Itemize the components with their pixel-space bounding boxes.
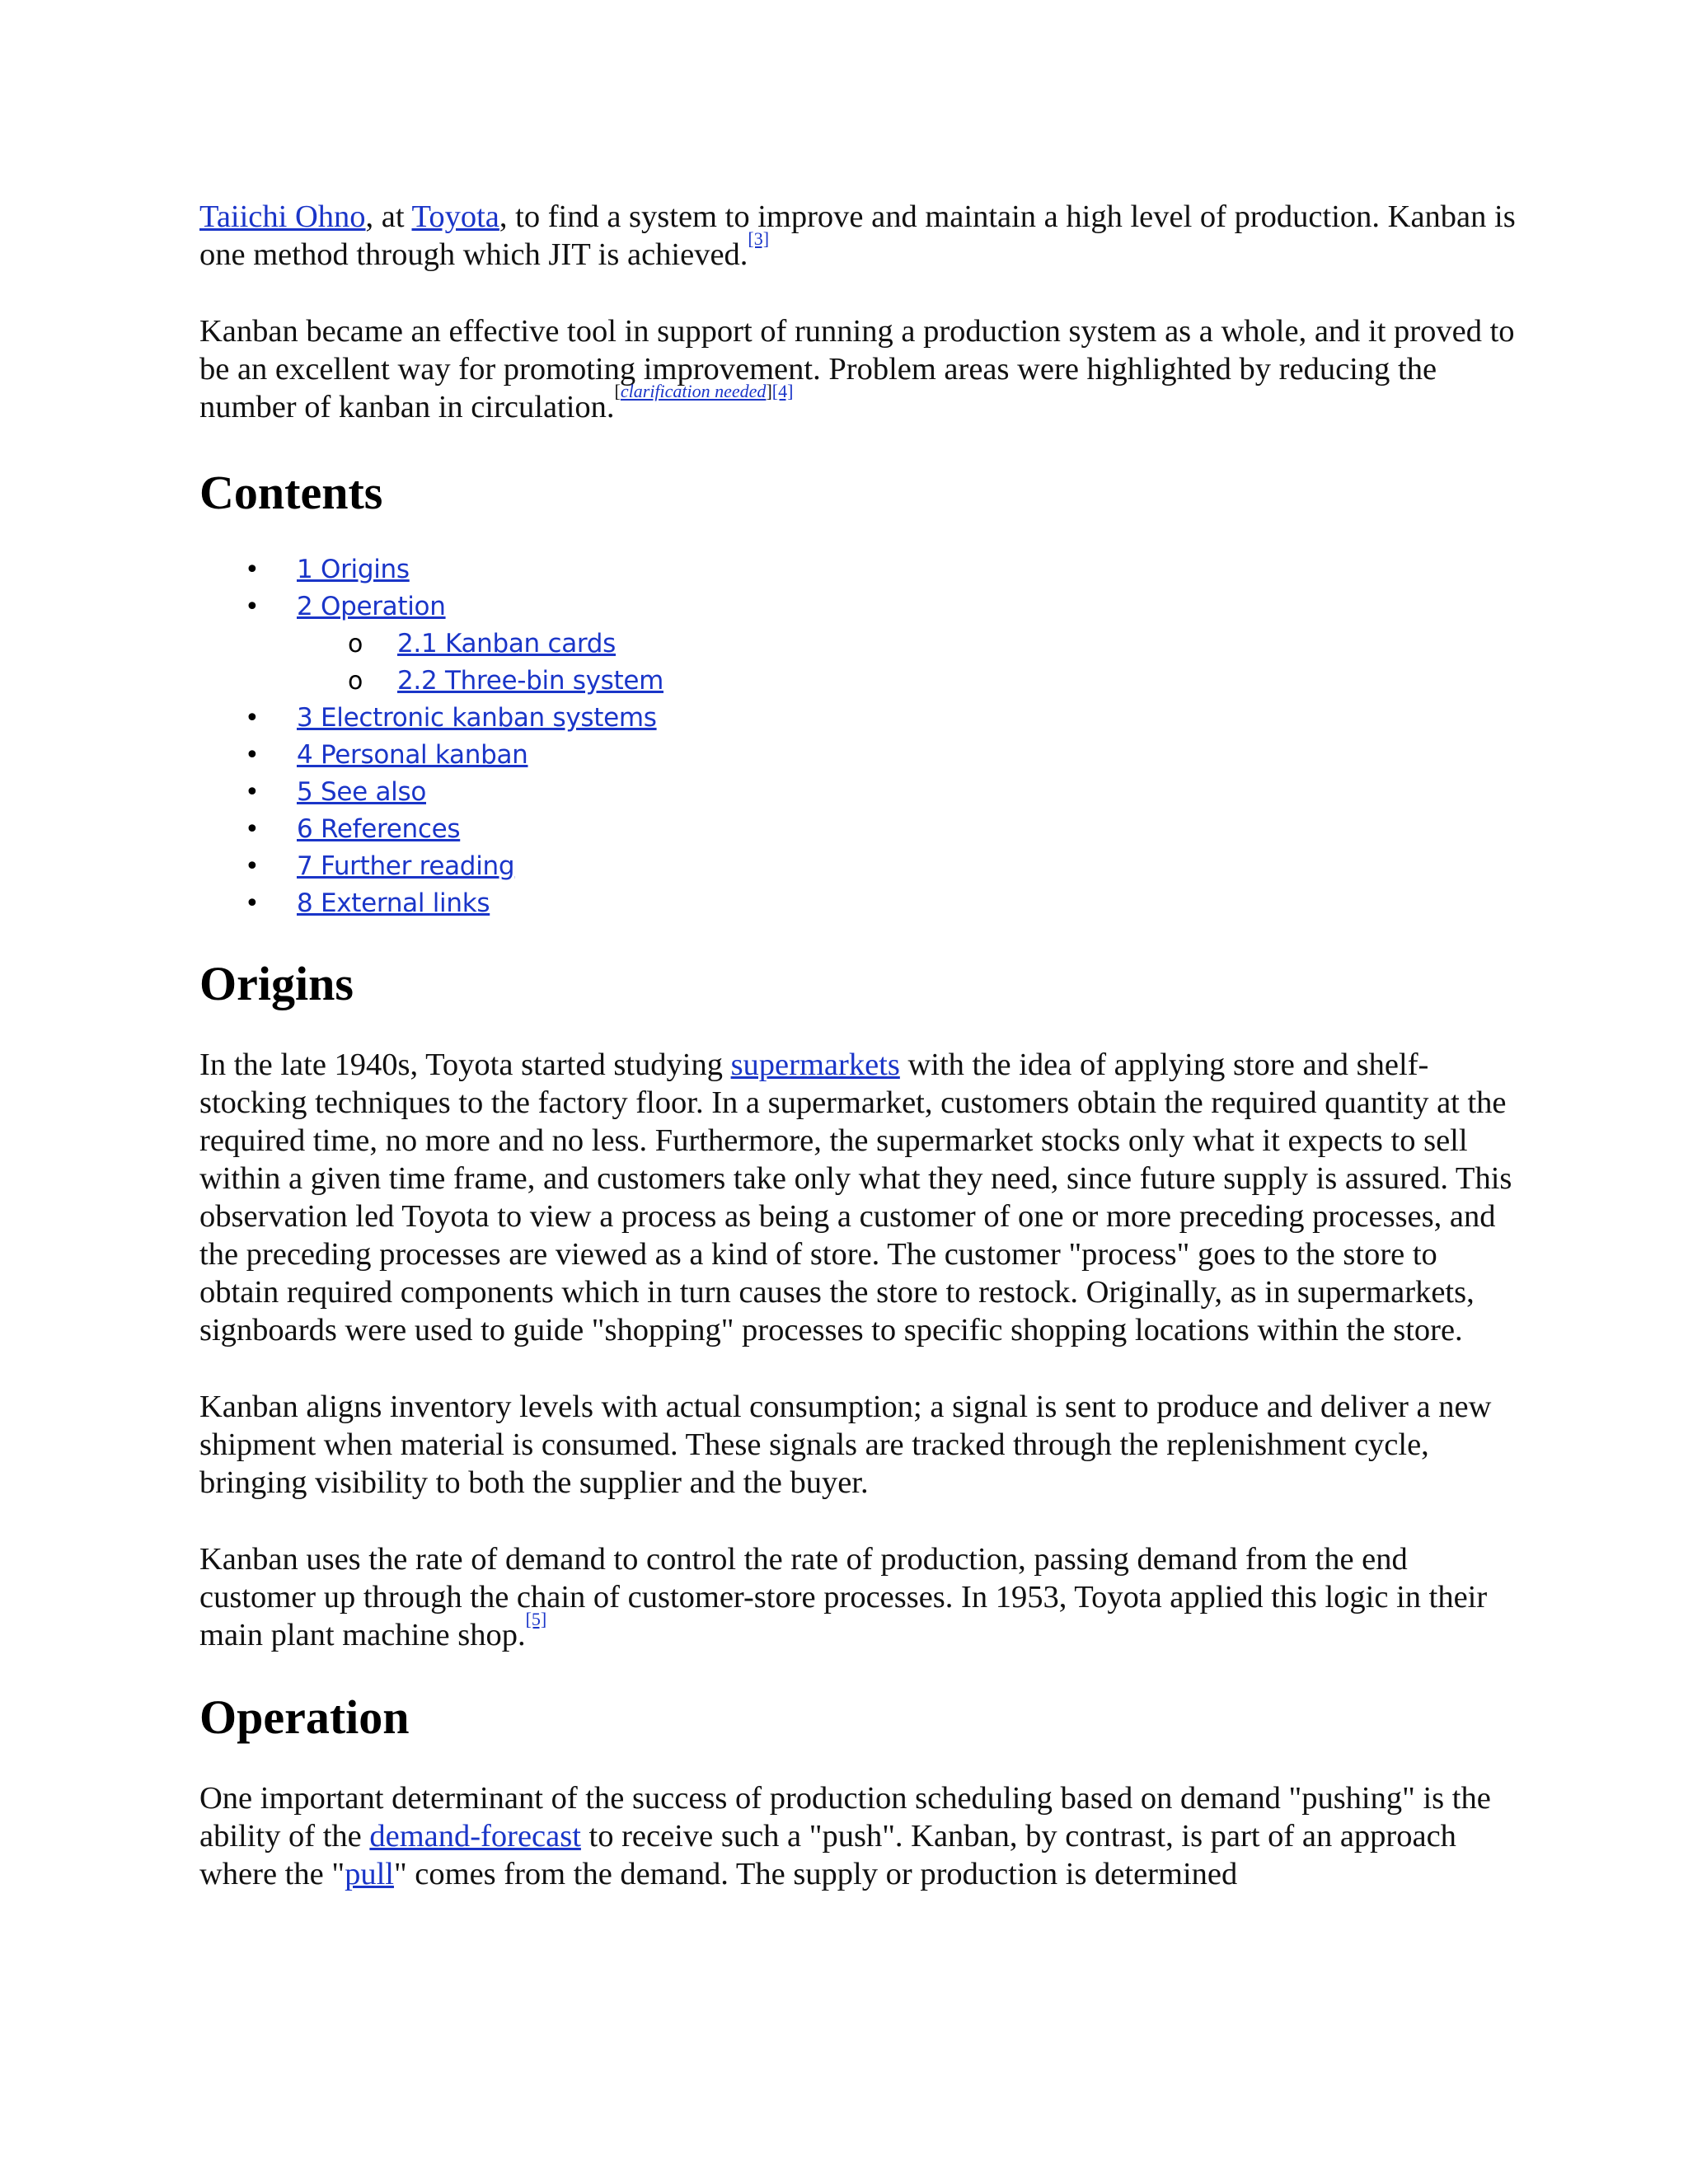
operation-p1-b: to receive such a "push". Kanban, by contrast, is part of an approach where the " [199, 1819, 1456, 1891]
operation-paragraph-1 [199, 1779, 1518, 1893]
citation-link-4[interactable]: [4] [771, 381, 794, 401]
toc-item-kanban-cards [199, 626, 1518, 663]
toc-item-references [199, 811, 1518, 848]
toc-link-operation[interactable]: 2 Operation [297, 592, 446, 621]
link-pull[interactable]: pull [345, 1857, 394, 1891]
intro-paragraph-1 [199, 198, 1518, 274]
toc-item-origins [199, 551, 1518, 588]
bullet-icon: • [245, 741, 260, 770]
circle-bullet-icon: o [348, 667, 363, 696]
link-demand-forecast[interactable]: demand-forecast [369, 1819, 581, 1854]
operation-heading: Operation [199, 1690, 410, 1744]
toc-item-further-reading [199, 848, 1518, 885]
origins-paragraph-1 [199, 1046, 1518, 1349]
intro-paragraph-2 [199, 312, 1518, 426]
toc-link-kanban-cards[interactable]: 2.1 Kanban cards [397, 629, 617, 658]
bullet-icon: • [245, 852, 260, 881]
table-of-contents [199, 551, 1518, 922]
text-at: , at [365, 199, 412, 234]
bullet-icon: • [245, 555, 260, 584]
citation-clarification [615, 381, 794, 401]
toc-item-three-bin-system [199, 663, 1518, 700]
clarification-needed-link[interactable] [621, 381, 767, 401]
citation-link-5[interactable]: [5] [525, 1609, 547, 1629]
toc-link-further-reading[interactable]: 7 Further reading [297, 851, 515, 881]
operation-p1-c: " comes from the demand. The supply or production is determined [393, 1857, 1238, 1891]
origins-p1-before: In the late 1940s, Toyota started studying [199, 1047, 731, 1082]
origins-paragraph-2: Kanban aligns inventory levels with actual consumption; a signal is sent to produce and deliver a new shipment when material is consumed. These signals are tracked through the replenishment cycle, bringing visibility to both the supplier and the buyer. [199, 1390, 1492, 1500]
document-page [199, 198, 1518, 1893]
bullet-icon: • [245, 704, 260, 733]
toc-link-personal-kanban[interactable]: 4 Personal kanban [297, 740, 528, 770]
toc-item-see-also [199, 774, 1518, 811]
intro-text: , to find a system to improve and maintain a high level of production. Kanban is one method through which JIT is achieved. [199, 199, 1516, 272]
bullet-icon: • [245, 815, 260, 844]
origins-p1-after: with the idea of applying store and shelf-stocking techniques to the factory floor. In a supermarket, customers obtain the required quantity at the required time, no more and no less. Furthermore, the supermarket stocks only what it expects to sell within a given time frame, and customers take only what they need, since future supply is assured. This observation led Toyota to view a process as being a customer of one or more preceding processes, and the preceding processes are viewed as a kind of store. The customer "process" goes to the store to obtain required components which in turn causes the store to restock. Originally, as in supermarkets, signboards were used to guide "shopping" processes to specific shopping locations within the store. [199, 1047, 1512, 1347]
contents-heading: Contents [199, 466, 383, 519]
origins-p3-text: Kanban uses the rate of demand to control the rate of production, passing demand from the end customer up through the chain of customer-store processes. In 1953, Toyota applied this logic in their main plant machine shop. [199, 1542, 1488, 1652]
toc-link-external-links[interactable]: 8 External links [297, 888, 490, 918]
toc-link-see-also[interactable]: 5 See also [297, 777, 426, 807]
toc-link-origins[interactable]: 1 Origins [297, 555, 410, 584]
link-supermarkets[interactable]: supermarkets [730, 1047, 900, 1082]
toc-link-three-bin-system[interactable]: 2.2 Three-bin system [397, 666, 663, 696]
clarification-needed-text: clarification needed [620, 381, 767, 401]
bullet-icon: • [245, 593, 260, 621]
origins-heading: Origins [199, 957, 354, 1010]
toc-link-electronic-kanban[interactable]: 3 Electronic kanban systems [297, 703, 657, 733]
citation-3 [748, 228, 769, 249]
circle-bullet-icon: o [348, 630, 363, 658]
operation-p1-a: One important determinant of the success of production scheduling based on demand "pushing" is the ability of the [199, 1781, 1491, 1854]
origins-paragraph-3 [199, 1540, 1518, 1654]
ref-close-bracket: ] [766, 381, 772, 401]
toc-item-operation [199, 588, 1518, 626]
bullet-icon: • [245, 889, 260, 918]
toc-item-electronic-kanban [199, 700, 1518, 737]
intro-paragraph-2-text: Kanban became an effective tool in support of running a production system as a whole, and it proved to be an excellent way for promoting improvement. Problem areas were highlighted by reducing the number of kanban in circulation. [199, 314, 1515, 424]
toc-item-external-links [199, 885, 1518, 922]
bullet-icon: • [245, 778, 260, 807]
ref-open-bracket: [ [614, 381, 621, 401]
toc-item-personal-kanban [199, 737, 1518, 774]
link-taiichi-ohno[interactable]: Taiichi Ohno [199, 199, 366, 234]
citation-link-3[interactable]: [3] [748, 228, 770, 249]
toc-link-references[interactable]: 6 References [297, 814, 461, 844]
link-toyota[interactable]: Toyota [411, 199, 499, 234]
citation-5 [526, 1609, 547, 1629]
